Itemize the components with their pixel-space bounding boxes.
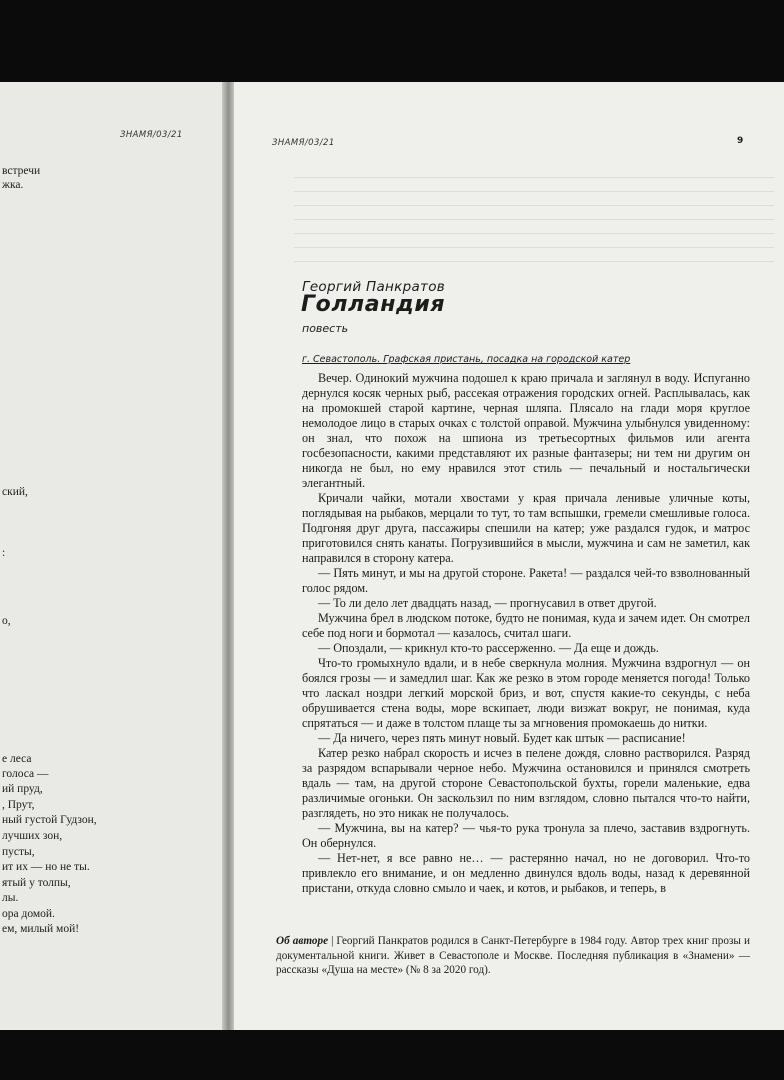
paragraph: Мужчина брел в людском потоке, будто не понимая, куда и зачем идет. Он смотрел себе под ноги и бормотал — казалось, считал шаги.: [302, 611, 750, 640]
about-author: [276, 934, 750, 978]
left-page-line: жка.: [2, 179, 24, 191]
show-through-text: [294, 177, 774, 267]
left-page-line: ем, милый мой!: [2, 923, 80, 935]
paragraph: — Да ничего, через пять минут новый. Будет как штык — расписание!: [318, 731, 686, 745]
paragraph: — Пять минут, и мы на другой стороне. Ракета! — раздался чей-то взволнованный голос рядом.: [302, 566, 750, 595]
left-page: [0, 82, 228, 1030]
left-page-line: ный густой Гудзон,: [2, 814, 97, 826]
page-number: 9: [737, 136, 744, 146]
about-author-label: Об авторе: [276, 935, 329, 947]
left-page-line: ский,: [2, 486, 28, 498]
right-running-head: ЗНАМЯ/03/21: [272, 138, 335, 148]
left-page-line: ятый у толпы,: [2, 877, 71, 889]
about-author-text: Георгий Панкратов родился в Санкт-Петербурге в 1984 году. Автор трех книг прозы и документальной книги. Живет в Севастополе и Москве. Последняя публикация в «Знамени» — рассказы «Душа на месте» (№ 8 за 2020 год).: [276, 935, 750, 976]
left-page-line: о,: [2, 615, 11, 627]
paragraph: Что-то громыхнуло вдали, и в небе сверкнула молния. Мужчина вздрогнул — он боялся грозы — и замедлил шаг. Как же резко в этом городе меняется погода! Только что ласкал ноздри легкий морской бриз, и вот, спустя какие-то секунды, с неба обрушивается стена воды, море вскипает, люди визжат вокруг, не понимая, куда спрятаться — и даже в толстом плаще ты за мгновения промокаешь до нитки.: [302, 656, 750, 730]
paragraph: Вечер. Одинокий мужчина подошел к краю причала и заглянул в воду. Испуганно дернулся косяк черных рыб, рассекая отражения городских огней. Расплывалась, как на промокшей старой картине, черная шляпа. Плясало на глади моря круглое немолодое лицо в старых очках с толстой оправой. Мужчина улыбнулся увиденному: он знал, что похож на шпиона из третьесортных фильмов или агента госбезопасности, какими представляют их разные фантазеры; ни тем ни другим он никогда не был, но ему нравился этот стиль — печальный и ностальгически элегантный.: [302, 371, 750, 490]
left-page-line: пусты,: [2, 846, 35, 858]
right-page: [234, 82, 784, 1030]
paragraph: — Нет-нет, я все равно не… — растерянно начал, но не договорил. Что-то привлекло его внимание, и он медленно двинулся вдоль воды, назад к деревянной пристани, откуда словно смыло и чаек, и котов, и рыбаков, и теперь, в: [302, 851, 750, 895]
left-page-line: :: [2, 547, 6, 559]
left-page-line: е леса: [2, 753, 32, 765]
author-name: Георгий Панкратов: [302, 279, 446, 295]
paragraph: Кричали чайки, мотали хвостами у края причала ленивые уличные коты, поглядывая на рыбаков, мерцали то тут, то там вспышки, гремели смешливые голоса. Подгоняя друг друга, пассажиры спешили на катер; уже раздался гудок, и матрос приготовился снять канаты. Погрузившийся в мысли, мужчина и сам не заметил, как направился в сторону катера.: [302, 491, 750, 565]
scene-heading: г. Севастополь. Графская пристань, посадка на городской катер: [302, 354, 631, 365]
left-page-line: ит их — но не ты.: [2, 861, 90, 873]
left-page-line: лы.: [2, 892, 19, 904]
left-page-line: голоса —: [2, 768, 49, 780]
genre-label: повесть: [302, 322, 349, 335]
paragraph: — Мужчина, вы на катер? — чья-то рука тронула за плечо, заставив вздрогнуть. Он обернулся.: [302, 821, 750, 850]
work-title: Голландия: [301, 292, 446, 317]
left-page-line: ий пруд,: [2, 783, 43, 795]
paragraph: Катер резко набрал скорость и исчез в пелене дождя, словно растворился. Разряд за разрядом вспарывали черное небо. Мужчина остановился и принялся смотреть вдаль — там, на другой стороне Севастопольской бухты, горели маленькие, едва различимые огоньки. Он заскользил по ним взглядом, словно пытался что-то найти, разглядеть, но это никак не получалось.: [302, 746, 750, 820]
paragraph: — То ли дело лет двадцать назад, — прогнусавил в ответ другой.: [318, 596, 657, 610]
left-page-line: , Прут,: [2, 799, 35, 811]
paragraph: — Опоздали, — крикнул кто-то рассерженно. — Да еще и дождь.: [318, 641, 659, 655]
about-separator: |: [331, 935, 334, 947]
left-page-line: встречи: [2, 165, 41, 177]
story-body: [302, 371, 750, 896]
left-page-line: ора домой.: [2, 908, 55, 920]
left-running-head: ЗНАМЯ/03/21: [120, 130, 183, 140]
left-page-line: лучших зон,: [2, 830, 63, 842]
